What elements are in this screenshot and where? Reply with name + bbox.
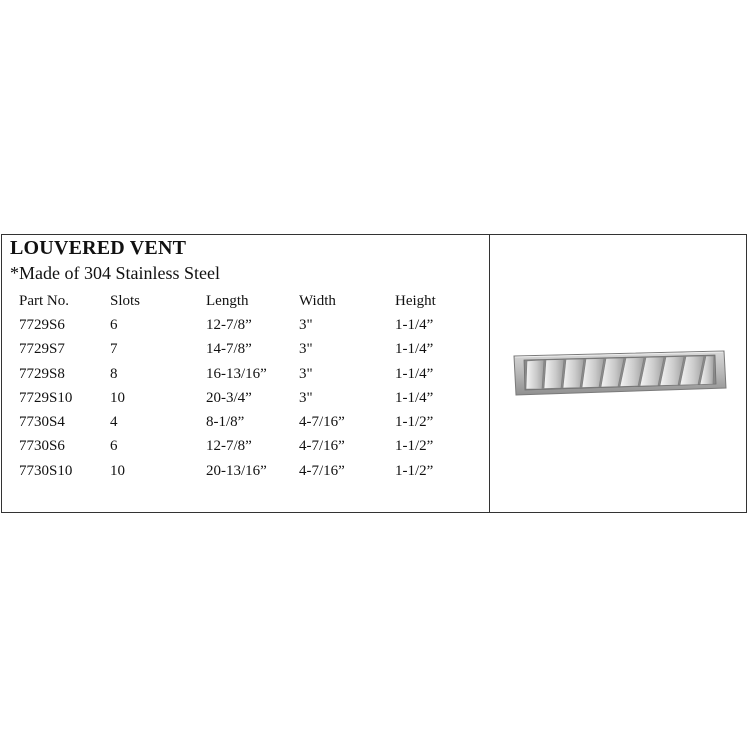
cell-slots: 10 — [110, 389, 125, 406]
cell-width: 3" — [299, 365, 313, 382]
cell-slots: 6 — [110, 438, 118, 455]
table-row — [19, 410, 455, 434]
cell-slots: 7 — [110, 341, 118, 358]
table-row — [19, 338, 455, 362]
cell-part-no: 7729S6 — [19, 316, 65, 333]
column-divider — [489, 235, 490, 512]
cell-length: 20-13/16” — [206, 462, 267, 479]
cell-part-no: 7729S7 — [19, 341, 65, 358]
cell-width: 3" — [299, 316, 313, 333]
cell-width: 3" — [299, 341, 313, 358]
cell-length: 8-1/8” — [206, 414, 245, 431]
louvered-vent-photo-icon — [510, 350, 728, 396]
header-height: Height — [395, 292, 436, 309]
cell-part-no: 7730S10 — [19, 462, 73, 479]
cell-height: 1-1/4” — [395, 316, 434, 333]
spec-table — [19, 289, 455, 483]
cell-part-no: 7730S4 — [19, 414, 65, 431]
cell-length: 20-3/4” — [206, 389, 252, 406]
table-row — [19, 313, 455, 337]
header-slots: Slots — [110, 292, 141, 309]
cell-part-no: 7730S6 — [19, 438, 65, 455]
cell-length: 12-7/8” — [206, 316, 252, 333]
cell-slots: 8 — [110, 365, 118, 382]
cell-width: 3" — [299, 389, 313, 406]
table-row — [19, 386, 455, 410]
material-note: *Made of 304 Stainless Steel — [10, 263, 220, 283]
table-header-row — [19, 289, 455, 313]
product-title: LOUVERED VENT — [10, 237, 187, 259]
header-width: Width — [299, 292, 336, 309]
cell-length: 14-7/8” — [206, 341, 252, 358]
cell-slots: 10 — [110, 462, 125, 479]
cell-height: 1-1/4” — [395, 389, 434, 406]
cell-width: 4-7/16” — [299, 438, 345, 455]
cell-width: 4-7/16” — [299, 414, 345, 431]
cell-length: 16-13/16” — [206, 365, 267, 382]
table-row — [19, 362, 455, 386]
cell-part-no: 7729S10 — [19, 389, 73, 406]
table-row — [19, 435, 455, 459]
header-length: Length — [206, 292, 249, 309]
header-part-no: Part No. — [19, 292, 69, 309]
cell-part-no: 7729S8 — [19, 365, 65, 382]
table-row — [19, 459, 455, 483]
cell-width: 4-7/16” — [299, 462, 345, 479]
cell-slots: 6 — [110, 316, 118, 333]
cell-height: 1-1/2” — [395, 462, 434, 479]
cell-height: 1-1/4” — [395, 341, 434, 358]
cell-height: 1-1/2” — [395, 438, 434, 455]
cell-slots: 4 — [110, 414, 118, 431]
cell-height: 1-1/4” — [395, 365, 434, 382]
cell-height: 1-1/2” — [395, 414, 434, 431]
cell-length: 12-7/8” — [206, 438, 252, 455]
